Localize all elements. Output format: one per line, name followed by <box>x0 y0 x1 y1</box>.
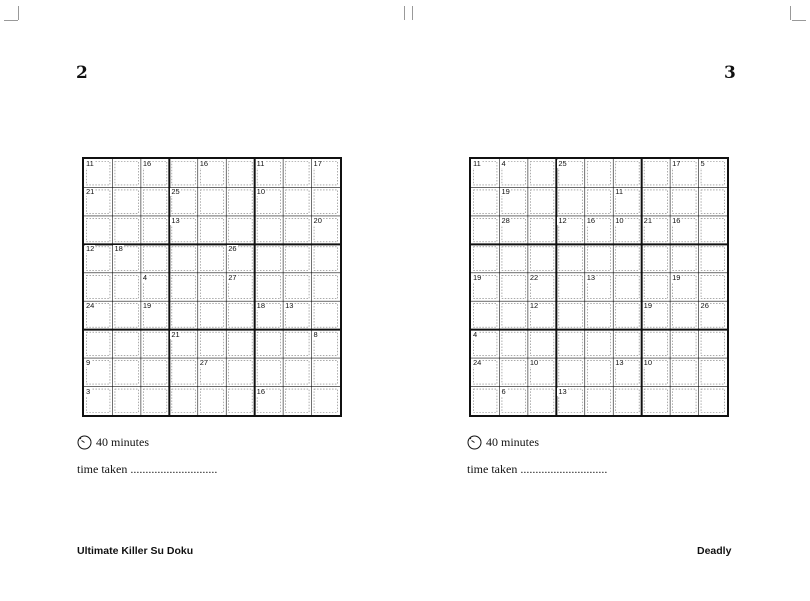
time-taken-dots: ............................. <box>130 462 218 476</box>
cage-sum: 26 <box>700 301 709 311</box>
cage-sum: 11 <box>473 159 481 168</box>
crop-mark <box>790 6 791 20</box>
cage-outline <box>143 389 166 412</box>
cage-outline <box>200 389 223 412</box>
cage-outline <box>673 247 696 270</box>
cage-outline <box>143 218 166 241</box>
cage-sum: 19 <box>501 187 510 197</box>
cage-outline <box>502 361 525 384</box>
cage-outline <box>200 190 223 213</box>
cage-outline <box>559 275 582 298</box>
cage-outline <box>530 389 553 412</box>
cage-outline <box>286 162 309 185</box>
cage-sum: 16 <box>199 159 209 168</box>
cage-outline <box>673 389 696 412</box>
cage-outline <box>200 247 223 270</box>
cage-outline <box>229 361 252 384</box>
cage-outline <box>644 332 667 355</box>
cage-sum: 18 <box>256 301 265 311</box>
cage-outline <box>644 162 667 185</box>
time-estimate-left <box>77 435 149 450</box>
cage-outline <box>172 162 195 185</box>
cage-sum: 16 <box>142 159 152 168</box>
cage-outline <box>474 218 497 241</box>
cage-sum: 17 <box>313 159 322 168</box>
cage-outline <box>257 332 280 355</box>
cage-sum: 11 <box>86 159 94 168</box>
cage-sum: 12 <box>529 301 539 311</box>
cage-sum: 10 <box>615 215 624 225</box>
time-estimate-right <box>467 435 539 450</box>
grid-lines <box>84 159 340 415</box>
cage-outline <box>286 361 309 384</box>
cage-outline <box>502 275 525 298</box>
cage-outline <box>530 332 553 355</box>
cage-sum: 6 <box>501 386 506 396</box>
cage-outline <box>502 247 525 270</box>
cage-outline <box>474 389 497 412</box>
footer-difficulty: Deadly <box>697 545 732 557</box>
cage-sum: 18 <box>114 244 123 254</box>
cage-outline <box>229 332 252 355</box>
cage-outline <box>257 218 280 241</box>
cage-sum: 13 <box>171 215 180 225</box>
time-taken-right <box>467 462 607 477</box>
cage-outline <box>530 162 553 185</box>
cage-outline <box>701 332 724 355</box>
cage-sum: 24 <box>86 301 95 311</box>
cage-sum: 13 <box>558 386 567 396</box>
cage-sum: 12 <box>558 215 567 225</box>
cage-sum: 22 <box>529 272 539 282</box>
cage-outline <box>502 332 525 355</box>
cage-outline <box>587 361 610 384</box>
cage-sum: 19 <box>473 272 482 282</box>
cage-outline <box>701 247 724 270</box>
cage-outline <box>502 304 525 327</box>
cage-outline <box>616 247 639 270</box>
cage-sum: 4 <box>473 329 478 339</box>
cage-outline <box>229 162 252 185</box>
cage-outline <box>115 275 138 298</box>
cage-outline <box>616 332 639 355</box>
cage-outline <box>474 304 497 327</box>
cage-outline <box>587 247 610 270</box>
cage-sum: 16 <box>672 215 681 225</box>
cage-outline <box>200 218 223 241</box>
footer-book-title: Ultimate Killer Su Doku <box>77 545 194 557</box>
cage-outline <box>143 247 166 270</box>
cage-sum: 5 <box>700 159 705 168</box>
cage-outline <box>200 332 223 355</box>
cage-outline <box>286 389 309 412</box>
cage-outline <box>200 275 223 298</box>
cage-sum: 10 <box>643 358 652 368</box>
cage-outline <box>87 275 110 298</box>
cage-outline <box>673 361 696 384</box>
cage-outline <box>115 332 138 355</box>
cage-outline <box>286 190 309 213</box>
cage-outline <box>257 247 280 270</box>
crop-mark <box>18 6 19 20</box>
cage-outline <box>87 332 110 355</box>
cage-outline <box>115 304 138 327</box>
cage-outline <box>115 162 138 185</box>
cage-outline <box>644 247 667 270</box>
cage-outline <box>644 275 667 298</box>
cage-sum: 25 <box>558 159 567 168</box>
cage-sum: 4 <box>501 159 506 168</box>
crop-mark <box>412 6 413 20</box>
cage-outline <box>115 190 138 213</box>
cage-sum: 21 <box>171 329 180 339</box>
time-taken-left <box>77 462 217 477</box>
time-estimate-text: 40 minutes <box>96 435 149 449</box>
cage-sum: 16 <box>256 386 265 396</box>
cage-sum: 10 <box>529 358 539 368</box>
cage-outline <box>701 389 724 412</box>
stopwatch-icon <box>467 435 482 450</box>
cage-outline <box>474 190 497 213</box>
cage-outline <box>143 332 166 355</box>
cage-outline <box>286 332 309 355</box>
stopwatch-icon <box>77 435 92 450</box>
cage-outline <box>559 361 582 384</box>
cage-outline <box>587 190 610 213</box>
cage-sum: 8 <box>313 329 318 339</box>
cage-outline <box>701 218 724 241</box>
cage-sum: 4 <box>142 272 148 282</box>
cage-sum: 11 <box>256 159 265 168</box>
cage-outline <box>172 247 195 270</box>
cage-outline <box>559 304 582 327</box>
cage-outline <box>616 162 639 185</box>
cage-sum: 24 <box>473 358 482 368</box>
cage-outline <box>172 275 195 298</box>
cage-outline <box>673 190 696 213</box>
cage-sum: 27 <box>228 272 237 282</box>
cage-sum: 13 <box>586 272 596 282</box>
cage-outline <box>115 389 138 412</box>
cage-outline <box>530 190 553 213</box>
cage-outline <box>286 275 309 298</box>
cage-sum: 20 <box>313 215 322 225</box>
cage-outline <box>115 218 138 241</box>
cage-outline <box>474 247 497 270</box>
cage-outline <box>559 247 582 270</box>
cage-sum: 13 <box>285 301 294 311</box>
cage-sum: 28 <box>501 215 510 225</box>
cage-outline <box>200 304 223 327</box>
page-number-left: 2 <box>76 63 88 83</box>
cage-outline <box>701 190 724 213</box>
cage-outline <box>314 389 337 412</box>
cage-outline <box>257 361 280 384</box>
cage-outline <box>286 247 309 270</box>
crop-mark <box>792 20 806 21</box>
cage-outline <box>644 389 667 412</box>
cage-sum: 26 <box>228 244 237 254</box>
cage-outline <box>172 304 195 327</box>
cage-outline <box>673 304 696 327</box>
cage-outline <box>314 275 337 298</box>
cage-outline <box>587 304 610 327</box>
cage-outline <box>530 218 553 241</box>
cage-outline <box>229 218 252 241</box>
cage-sum: 21 <box>86 187 95 197</box>
time-taken-dots: ............................. <box>520 462 608 476</box>
cage-outline <box>701 361 724 384</box>
cage-sum: 17 <box>672 159 681 168</box>
crop-mark <box>404 6 405 20</box>
cage-outline <box>257 275 280 298</box>
cage-sum: 19 <box>672 272 681 282</box>
cage-outline <box>143 190 166 213</box>
cage-outline <box>701 275 724 298</box>
cage-outline <box>286 218 309 241</box>
cage-outline <box>314 190 337 213</box>
cage-outline <box>587 332 610 355</box>
cage-outline <box>115 361 138 384</box>
cage-sum: 3 <box>86 386 91 396</box>
cage-outline <box>587 162 610 185</box>
crop-mark <box>4 20 18 21</box>
cage-outline <box>530 247 553 270</box>
cage-outline <box>87 218 110 241</box>
cage-sum: 12 <box>86 244 95 254</box>
time-taken-label: time taken <box>77 462 128 476</box>
cage-sum: 16 <box>586 215 596 225</box>
cage-outline <box>559 190 582 213</box>
cage-sum: 11 <box>615 187 624 197</box>
cage-outline <box>314 304 337 327</box>
time-estimate-text: 40 minutes <box>486 435 539 449</box>
cage-sum: 19 <box>142 301 152 311</box>
cage-outline <box>229 190 252 213</box>
cage-outline <box>143 361 166 384</box>
time-taken-label: time taken <box>467 462 518 476</box>
sudoku-grid-left <box>82 157 342 417</box>
cage-outline <box>314 247 337 270</box>
cage-sum: 21 <box>643 215 652 225</box>
cage-outline <box>229 389 252 412</box>
cage-sum: 9 <box>86 358 91 368</box>
cage-outline <box>172 361 195 384</box>
cage-sum: 19 <box>643 301 652 311</box>
cage-outline <box>673 332 696 355</box>
sudoku-grid-right <box>469 157 729 417</box>
cage-outline <box>616 275 639 298</box>
cage-outline <box>587 389 610 412</box>
cage-sum: 27 <box>199 358 209 368</box>
cage-outline <box>172 389 195 412</box>
cage-outline <box>616 304 639 327</box>
grid-lines <box>471 159 727 415</box>
cage-outline <box>616 389 639 412</box>
cage-outline <box>229 304 252 327</box>
cage-outline <box>644 190 667 213</box>
cage-sum: 10 <box>256 187 265 197</box>
page-number-right: 3 <box>724 63 736 83</box>
cage-sum: 25 <box>171 187 180 197</box>
cage-outline <box>559 332 582 355</box>
cage-sum: 13 <box>615 358 624 368</box>
cage-outline <box>314 361 337 384</box>
